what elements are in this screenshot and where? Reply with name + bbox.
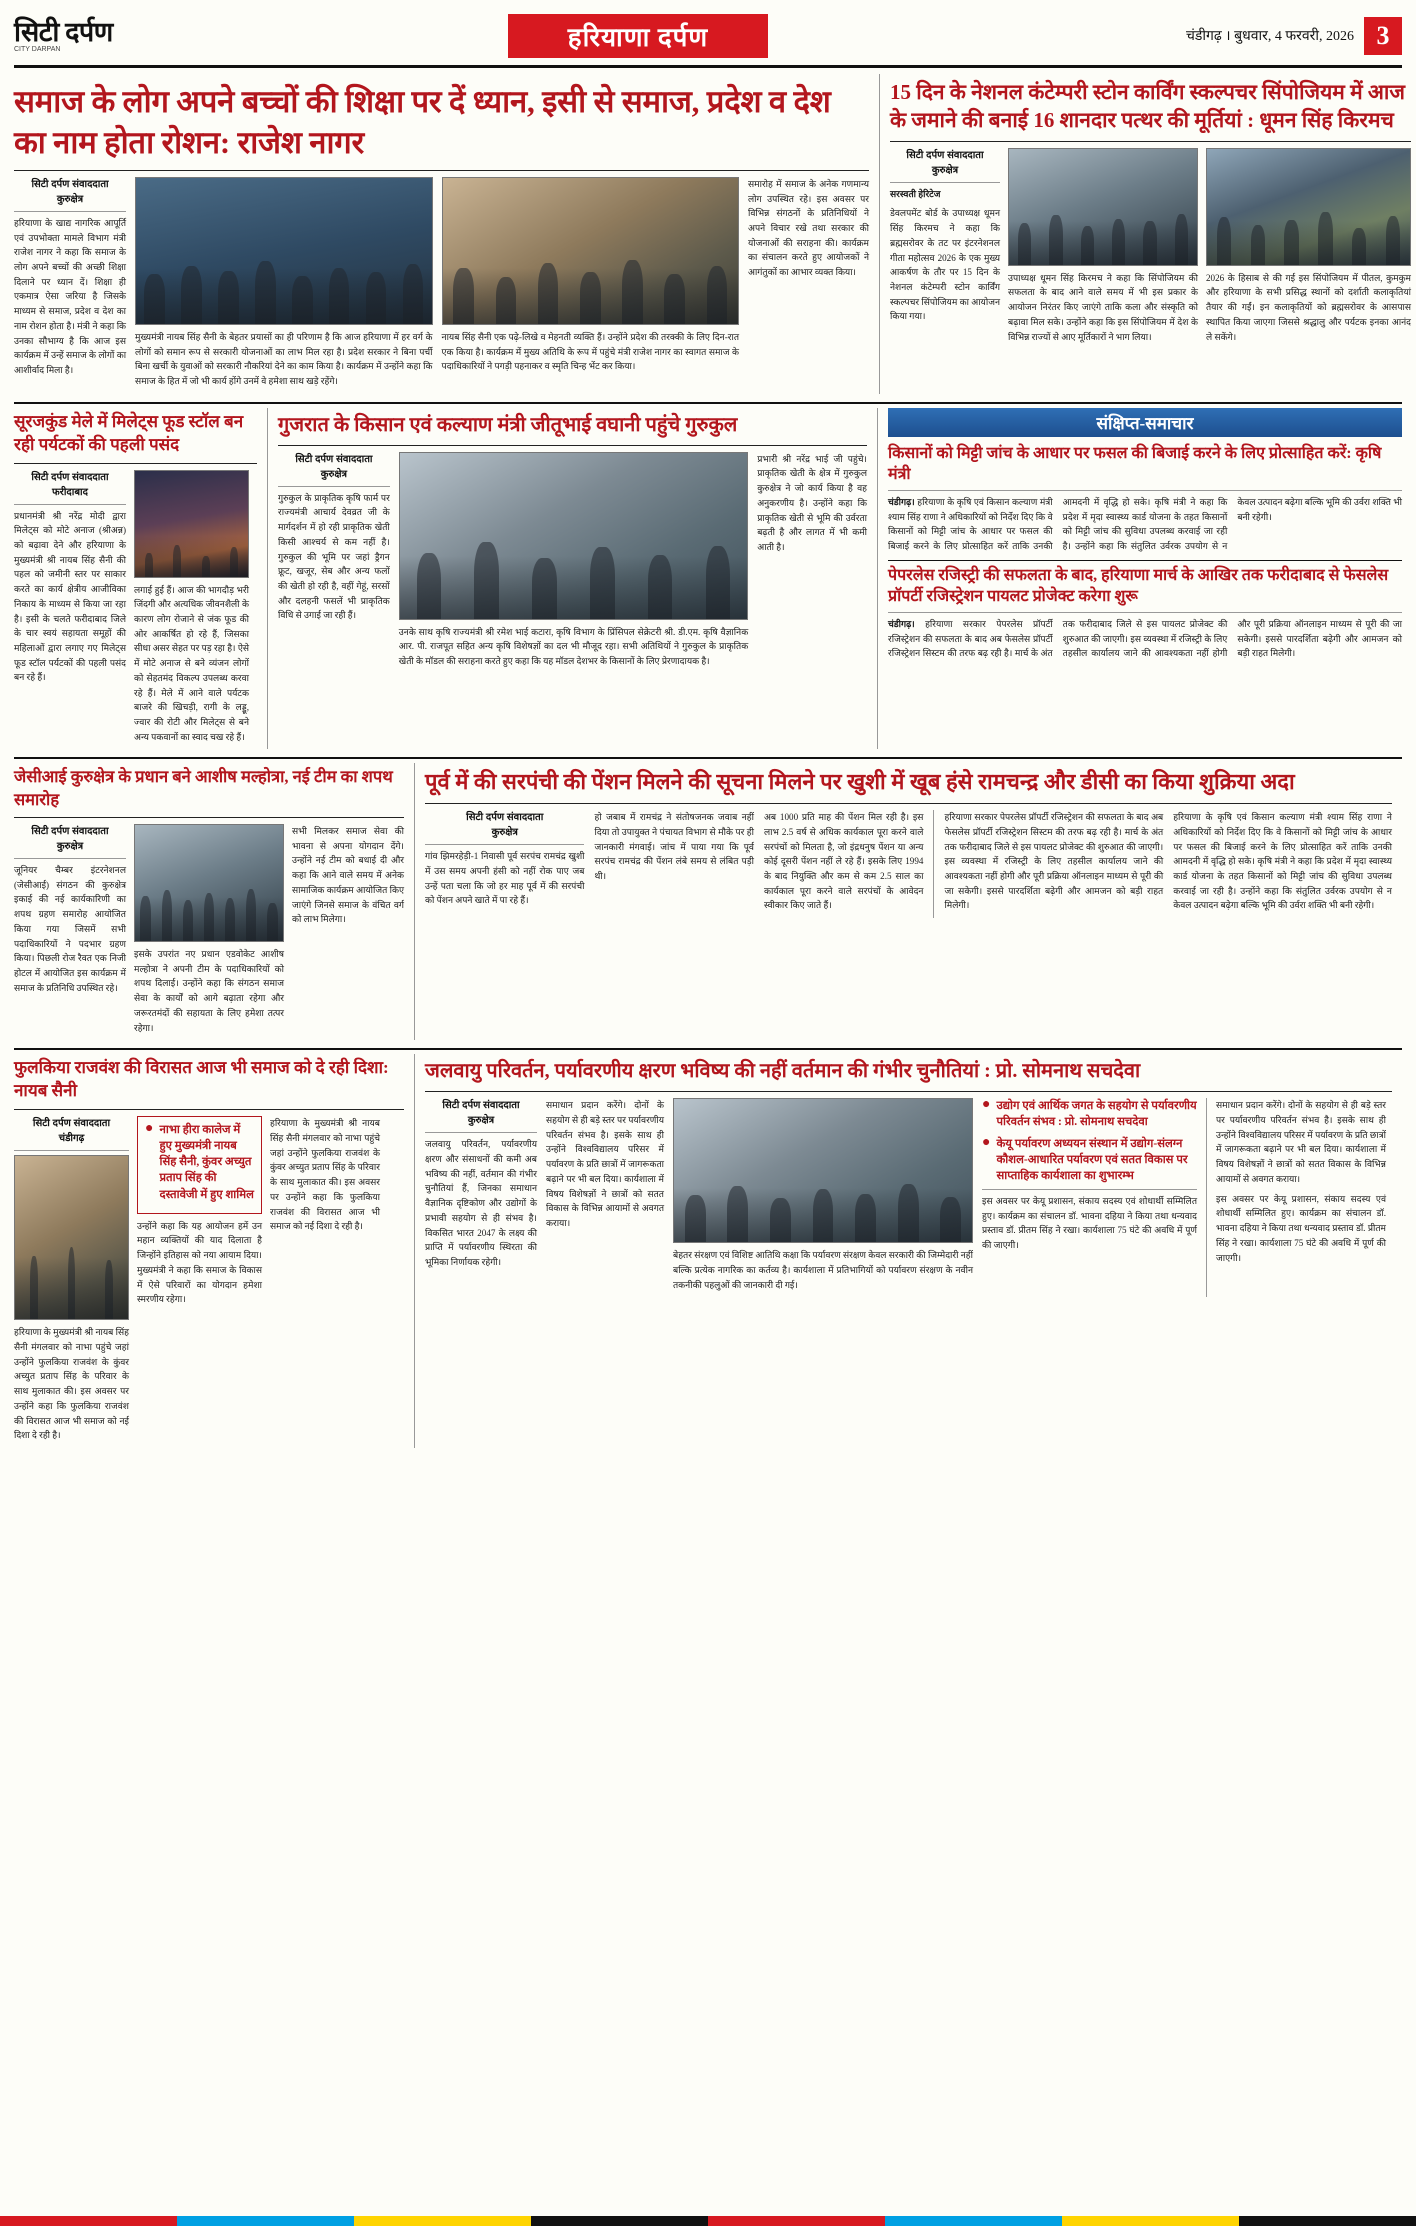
brief-1-body: चंडीगढ़। हरियाणा के कृषि एवं किसान कल्याण मंत्री श्याम सिंह राणा ने अधिकारियों को निर्देश दिए कि वे किसानों को मिट्टी जांच के आधार पर फसल की बिजाई करने के लिए प्रोत्साहित करें ताकि उनकी आमदनी में वृद्धि हो सके। कृषि मंत्री ने कहा कि प्रदेश में मृदा स्वास्थ्य कार्ड योजना के तहत किसानों को मिट्टी जांच की सुविधा उपलब्ध करवाई जा रही है। उन्होंने कहा कि संतुलित उर्वरक उपयोग से न केवल उत्पादन बढ़ेगा बल्कि भूमि की उर्वरा शक्ति भी बनी रहेगी। <box>888 496 1402 552</box>
masthead <box>14 10 1402 68</box>
stone-story <box>879 74 1411 394</box>
lead-col-2: मुख्यमंत्री नायब सिंह सैनी के बेहतर प्रयासों का ही परिणाम है कि आज हरियाणा में हर वर्ग के लोगों को समान रूप से सरकारी योजनाओं का लाभ मिल रहा है। प्रदेश सरकार ने बिना पर्ची बिना खर्ची के युवाओं को सरकारी नौकरियां देने का काम किया है। कार्यक्रम में उन्होंने कहा कि समाज के हित में जो भी कार्य होंगे उनमें वे हमेशा साथ खड़े रहेंगे। <box>135 331 433 386</box>
sarpanch-col-4: हरियाणा सरकार पेपरलेस प्रॉपर्टी रजिस्ट्रेशन की सफलता के बाद अब फेसलेस प्रॉपर्टी रजिस्ट्रेशन सिस्टम की तरफ बढ़ रही है। मार्च के अंत तक फरीदाबाद जिले से इस पायलट प्रोजेक्ट की शुरुआत की जाएगी। इस व्यवस्था में रजिस्ट्री के लिए तहसील कार्यालय जाने की आवश्यकता नहीं होगी और पूरी प्रक्रिया ऑनलाइन माध्यम से पूरी की जा सकेगी। इससे पारदर्शिता बढ़ेगी और आमजन को बड़ी राहत मिलेगी। हरियाणा के कृषि एवं किसान कल्याण मंत्री श्याम सिंह राणा ने अधिकारियों को निर्देश दिए कि वे किसानों को मिट्टी जांच के आधार पर फसल की बिजाई करने के लिए प्रोत्साहित करें ताकि उनकी आमदनी में वृद्धि हो सके। कृषि मंत्री ने कहा कि प्रदेश में मृदा स्वास्थ्य कार्ड योजना के तहत किसानों को मिट्टी जांच की सुविधा उपलब्ध करवाई जा रही है। उन्होंने कहा कि संतुलित उर्वरक उपयोग से न केवल उत्पादन बढ़ेगा बल्कि भूमि की उर्वरा शक्ति भी बनी रहेगी। <box>944 812 1392 911</box>
logo-subtitle: CITY DARPAN <box>14 45 61 53</box>
stone-col-1: सिटी दर्पण संवाददाता कुरुक्षेत्र सरस्वती हेरिटेज डेवलपमेंट बोर्ड के उपाध्यक्ष धूमन सिंह किरमच ने कहा कि ब्रह्मसरोवर के तट पर इंटरनेशनल गीता महोत्सव 2026 के एक मुख्य आकर्षण के तौर पर 15 दिन के नेशनल कंटेम्परी स्टोन कार्विंग स्कल्पचर सिंपोजियम का आयोजन किया गया। <box>890 149 1000 322</box>
bullet-dot-icon: ● <box>982 1134 991 1150</box>
stone-photo-col: उपाध्यक्ष धूमन सिंह किरमच ने कहा कि सिंपोजियम की सफलता के बाद आने वाले समय में भी इस प्रकार के आयोजन निरंतर किए जाएंगे ताकि कला और संस्कृति को बढ़ावा मिल सके। उन्होंने कहा कि इस सिंपोजियम में देश के विभिन्न राज्यों से आए मूर्तिकारों ने भाग लिया। <box>1008 148 1198 350</box>
sarpanch-col-2: हो जबाब में रामचंद्र ने संतोषजनक जवाब नहीं दिया तो उपायुक्त ने पंचायत विभाग से मौके पर ही जानकारी मंगवाई। जांच में पाया गया कि पूर्व सरपंच रामचंद्र की पेंशन लंबे समय से लंबित पड़ी थी। <box>594 812 754 882</box>
sarpanch-headline: पूर्व में की सरपंची की पेंशन मिलने की सूचना मिलने पर खुशी में खूब हंसे रामचन्द्र और डीसी का किया शुक्रिया अदा <box>425 769 1295 795</box>
jci-col-2: इसके उपरांत नए प्रधान एडवोकेट आशीष मल्होत्रा ने अपनी टीम के पदाधिकारियों को शपथ दिलाई। उन्होंने कहा कि संगठन समाज सेवा के कार्यों को आगे बढ़ाता रहेगा और जरूरतमंदों की सहायता के लिए हमेशा तत्पर रहेगा। <box>134 949 284 1033</box>
millets-col-2: लगाई हुई हैं। आज की भागदौड़ भरी जिंदगी और अत्यधिक जीवनशैली के कारण लोग रोजाने से जंक फूड की ओर आकर्षित हो रहे हैं, जिसका सीधा असर सेहत पर पड़ रहा है। ऐसे में मोटे अनाज से बने व्यंजन लोगों को सेहतमंद विकल्प उपलब्ध करवा रहे हैं। मेले में आने वाले पर्यटक बाजरे की खिचड़ी, रागी के लड्डू, ज्वार की रोटी और मिलेट्स से बने अन्य पकवानों का स्वाद चख रहे हैं। <box>134 584 249 742</box>
gujarat-photo <box>399 452 748 620</box>
phulkia-col-2: उन्होंने कहा कि यह आयोजन हमें उन महान व्यक्तियों की याद दिलाता है जिन्होंने इतिहास को नया आयाम दिया। मुख्यमंत्री ने कहा कि समाज के विकास में ऐसे परिवारों का योगदान हमेशा स्मरणीय रहेगा। <box>137 1220 262 1305</box>
gujarat-col-3: प्रभारी श्री नरेंद्र भाई जी पहुंचे। प्राकृतिक खेती के क्षेत्र में गुरुकुल कुरुक्षेत्र ने जो कार्य किया है वह अनुकरणीय है। उन्होंने कहा कि प्राकृतिक खेती से भूमि की उर्वरता बढ़ती है और लागत में भी कमी आती है। <box>757 453 867 552</box>
masthead-right <box>1072 17 1402 55</box>
climate-col-4: इस अवसर पर केयू प्रशासन, संकाय सदस्य एवं शोधार्थी सम्मिलित हुए। कार्यक्रम का संचालन डॉ. भावना दहिया ने किया तथा धन्यवाद प्रस्ताव डॉ. प्रीतम सिंह ने रखा। कार्यशाला 75 घंटे की अवधि में पूर्ण की जाएगी। <box>982 1195 1197 1250</box>
bullet-dot-icon: ● <box>982 1097 991 1113</box>
millets-byline: सिटी दर्पण संवाददाता फरीदाबाद <box>31 471 109 498</box>
stone-sub-byline: सरस्वती हेरिटेज <box>890 188 941 199</box>
stone-photo-1 <box>1008 148 1198 266</box>
gujarat-col-2: उनके साथ कृषि राज्यमंत्री श्री रमेश भाई कटारा, कृषि विभाग के प्रिंसिपल सेक्रेटरी श्री. डी.एम. कृषि वैज्ञानिक आर. पी. राजपूत सहित अन्य कृषि विशेषज्ञों का दल भी मौजूद रहा। सभी अतिथियों ने गुरुकुल के प्राकृतिक खेती के मॉडल की सराहना करते हुए कहा कि यह मॉडल देशभर के किसानों के लिए प्रेरणादायक है। <box>398 626 749 667</box>
section-band: हरियाणा दर्पण <box>508 14 768 58</box>
climate-bullets-col <box>982 1098 1197 1297</box>
phulkia-headline: फुलकिया राजवंश की विरासत आज भी समाज को दे रही दिशा: नायब सैनी <box>14 1058 389 1101</box>
phulkia-box <box>137 1116 262 1213</box>
phulkia-byline: सिटी दर्पण संवाददाता चंडीगढ़ <box>32 1118 111 1145</box>
climate-photo <box>673 1098 973 1243</box>
brief-section <box>877 408 1402 750</box>
stone-headline: 15 दिन के नेशनल कंटेम्परी स्टोन कार्विंग स्कल्पचर सिंपोजियम में आज के जमाने की बनाई 16 शानदार पत्थर की मूर्तियां : धूमन सिंह किरमच <box>890 80 1405 133</box>
jci-col-1: जूनियर चैम्बर इंटरनेशनल (जेसीआई) संगठन की कुरुक्षेत्र इकाई की नई कार्यकारिणी का शपथ ग्रहण समारोह आयोजित किया गया जिसमें सभी पदाधिकारियों ने पदभार ग्रहण किया। पिछली रोज रैवत एक निजी होटल में आयोजित इस कार्यक्रम में समाज के प्रतिनिधि उपस्थित रहे। <box>14 865 126 993</box>
stone-photo-2 <box>1206 148 1411 266</box>
sarpanch-byline: सिटी दर्पण संवाददाता कुरुक्षेत्र <box>466 812 544 839</box>
brief-1-headline: किसानों को मिट्टी जांच के आधार पर फसल की बिजाई करने के लिए प्रोत्साहित करें: कृषि मंत्री <box>888 444 1382 484</box>
lead-byline-col <box>14 177 126 394</box>
sarpanch-story <box>414 763 1392 1040</box>
jci-byline: सिटी दर्पण संवाददाता कुरुक्षेत्र <box>31 826 109 852</box>
sarpanch-extra-col <box>933 810 1392 918</box>
climate-col-2: समाधान प्रदान करेंगे। दोनों के सहयोग से ही बड़े स्तर पर पर्यावरणीय परिवर्तन संभव है। इसके साथ ही उन्होंने विश्वविद्यालय परिसर में पर्यावरण के प्रति छात्रों में जागरूकता बढ़ाने पर भी बल दिया। कार्यशाला में विषय विशेषज्ञों ने छात्रों को सतत विकास के विभिन्न आयामों से अवगत कराया। <box>546 1100 664 1229</box>
lead-photo-2 <box>442 177 739 325</box>
jci-photo <box>134 824 284 942</box>
lead-col-4: समारोह में समाज के अनेक गणमान्य लोग उपस्थित रहे। इस अवसर पर विभिन्न संगठनों के प्रतिनिधियों ने अपने विचार रखे तथा सरकार की योजनाओं की सराहना की। कार्यक्रम का संचालन करते हुए आयोजकों ने आगंतुकों का आभार व्यक्त किया। <box>748 178 869 278</box>
logo-title: सिटी दर्पण <box>14 16 113 47</box>
lead-photo-col <box>135 177 432 394</box>
lead-col-3: नायब सिंह सैनी एक पढ़े-लिखे व मेहनती व्यक्ति हैं। उन्होंने प्रदेश की तरक्की के लिए दिन-रात एक किया है। कार्यक्रम में मुख्य अतिथि के रूप में पहुंचे मंत्री राजेश नागर का स्वागत समाज के पदाधिकारियों ने पगड़ी पहनाकर व स्मृति चिन्ह भेंट कर किया। <box>441 331 740 372</box>
climate-headline: जलवायु परिवर्तन, पर्यावरणीय क्षरण भविष्य की नहीं वर्तमान की गंभीर चुनौतियां : प्रो. सोमनाथ सचदेवा <box>425 1060 1141 1083</box>
publication-logo <box>14 16 204 53</box>
lead-photo-col-2 <box>442 177 739 394</box>
phulkia-story <box>14 1054 404 1448</box>
phulkia-col-1: हरियाणा के मुख्यमंत्री श्री नायब सिंह सैनी मंगलवार को नाभा पहुंचे जहां उन्होंने फुलकिया राजवंश के कुंवर अच्युत प्रताप सिंह के परिवार के साथ मुलाकात की। इस अवसर पर उन्होंने कहा कि फुलकिया राजवंश की विरासत आज भी समाज को नई दिशा दे रही है। <box>14 1327 129 1441</box>
brief-section-bar: संक्षिप्त-समाचार <box>888 408 1402 437</box>
climate-bullet-1: उद्योग एवं आर्थिक जगत के सहयोग से पर्यावरणीय परिवर्तन संभव : प्रो. सोमनाथ सचदेवा <box>996 1100 1197 1129</box>
millets-photo <box>134 470 249 578</box>
lead-col-4-wrap <box>748 177 869 394</box>
gujarat-byline: सिटी दर्पण संवाददाता कुरुक्षेत्र <box>295 453 373 480</box>
lead-col-1: हरियाणा के खाद्य नागरिक आपूर्ति एवं उपभोक्ता मामले विभाग मंत्री राजेश नागर ने कहा कि समाज के लोग अपने बच्चों की अच्छी शिक्षा दिलाने पर ध्यान दें। शिक्षा ही एकमात्र ऐसा जरिया है जिसके माध्यम से समाज, प्रदेश व देश का नाम रोशन होता है। मंत्री ने कहा कि उनका सौभाग्य है कि आज इस कार्यक्रम में उन्हें समाज के लोगों का आशीर्वाद मिला है। <box>14 217 127 375</box>
millets-col-1: प्रधानमंत्री श्री नरेंद्र मोदी द्वारा मिलेट्स को मोटे अनाज (श्रीअन्न) को बढ़ावा देने और हरियाणा के मुख्यमंत्री श्री नायब सिंह सैनी की पहल को जमीनी स्तर पर साकार करते का कार्य क्षेत्रीय आजीविका निकाय के माध्यम से किया जा रहा है। इसी के चलते फरीदाबाद जिले के चार स्वयं सहायता समूहों की महिलाओं द्वारा लगाए गए मिलेट्स फूड स्टॉल पर्यटकों की पहली पसंद बन रहे हैं। <box>14 510 126 683</box>
climate-byline: सिटी दर्पण संवाददाता कुरुक्षेत्र <box>442 1100 520 1127</box>
lead-headline: समाज के लोग अपने बच्चों की शिक्षा पर दें ध्यान, इसी से समाज, प्रदेश व देश का नाम होता रोशन: राजेश नागर <box>14 84 831 160</box>
lead-photo <box>135 177 432 325</box>
phulkia-box-head: नाभा हीरा कालेज में हुए मुख्यमंत्री नायब सिंह सैनी, कुंवर अच्युत प्रताप सिंह की दस्तावेजी में हुए शामिल <box>159 1124 254 1201</box>
bullet-dot-icon: ● <box>145 1121 154 1137</box>
page-number: 3 <box>1364 17 1402 55</box>
jci-col-3: सभी मिलकर समाज सेवा की भावना से अपना योगदान देंगे। उन्होंने नई टीम को बधाई दी और कहा कि आने वाले समय में अनेक सामाजिक कार्यक्रम आयोजित किए जाएंगे जिनसे समाज के वंचित वर्ग को लाभ मिलेगा। <box>292 826 404 925</box>
stone-byline: सिटी दर्पण संवाददाता कुरुक्षेत्र <box>906 149 984 176</box>
climate-story <box>414 1054 1392 1448</box>
climate-col-1: जलवायु परिवर्तन, पर्यावरणीय क्षरण और संसाधनों की कमी अब भविष्य की नहीं, वर्तमान की गंभीर चुनौतियां हैं, जिनका समाधान वैज्ञानिक दृष्टिकोण और उद्योगों के प्रभावी सहयोग से ही संभव है। विकसित भारत 2047 के लक्ष्य की प्राप्ति में पर्यावरणीय स्थिरता की भूमिका निर्णायक रहेगी। <box>425 1139 537 1268</box>
gujarat-col-1: गुरुकुल के प्राकृतिक कृषि फार्म पर राज्यमंत्री आचार्य देवव्रत जी के मार्गदर्शन में हो रही प्राकृतिक खेती किसी आश्चर्य से कम नहीं है। गुरुकुल की भूमि पर जहां ड्रैगन फ्रूट, खजूर, सेब और अन्य फलों की खेती हो रही है, वहीं गेहूं, सरसों और दलहनी फसलें भी प्राकृतिक विधि से उगाई जा रही हैं। <box>278 492 390 621</box>
phulkia-photo <box>14 1155 129 1320</box>
section-band-wrap <box>204 14 1072 58</box>
stone-photo-col-2: 2026 के हिसाब से की गई इस सिंपोजियम में पीतल, कुमकुम और हरियाणा के सभी प्रसिद्ध स्थानों को दर्शाती कलाकृतियां तैयार की गईं। इन कलाकृतियों को ब्रह्मसरोवर के आसपास स्थापित किया जाएगा जिससे श्रद्धालु और पर्यटक इनका आनंद ले सकेंगे। <box>1206 148 1411 350</box>
millets-story <box>14 408 257 750</box>
brief-2-body: चंडीगढ़। हरियाणा सरकार पेपरलेस प्रॉपर्टी रजिस्ट्रेशन की सफलता के बाद अब फेसलेस प्रॉपर्टी रजिस्ट्रेशन सिस्टम की तरफ बढ़ रही है। मार्च के अंत तक फरीदाबाद जिले से इस पायलट प्रोजेक्ट की शुरुआत की जाएगी। इस व्यवस्था में रजिस्ट्री के लिए तहसील कार्यालय जाने की आवश्यकता नहीं होगी और पूरी प्रक्रिया ऑनलाइन माध्यम से पूरी की जा सकेगी। इससे पारदर्शिता बढ़ेगी और आमजन को बड़ी राहत मिलेगी। <box>888 618 1402 659</box>
brief-2-headline: पेपरलेस रजिस्ट्री की सफलता के बाद, हरियाणा मार्च के आखिर तक फरीदाबाद से फेसलेस प्रॉपर्टी रजिस्ट्रेशन पायलट प्रोजेक्ट करेगा शुरू <box>888 566 1389 606</box>
dateline: चंडीगढ़ । बुधवार, 4 फरवरी, 2026 <box>1186 29 1354 44</box>
sarpanch-col-3: अब 1000 प्रति माह की पेंशन मिल रही है। इस लाभ 2.5 वर्ष से अधिक कार्यकाल पूरा करने वाले सरपंचों को मिलता है, जो इंद्रधनुष पेंशन या अन्य कोई दूसरी पेंशन नहीं ले रहे हैं। इसके लिए 1994 के बाद नियुक्ति और कम से कम 2.5 साल का कार्यकाल पूरा करने वाले सरपंचों के आवेदन स्वीकार किए जाते हैं। <box>763 812 924 911</box>
sarpanch-col-1: गांव झिमरहेड़ी-1 निवासी पूर्व सरपंच रामचंद्र खुशी में उस समय अपनी हंसी को नहीं रोक पाए जब उन्हें पता चला कि जो हर माह पूर्व में की सरपंची को पेंशन अपने खाते में पा रहे हैं। <box>425 851 585 906</box>
climate-col-5: समाधान प्रदान करेंगे। दोनों के सहयोग से ही बड़े स्तर पर पर्यावरणीय परिवर्तन संभव है। इसके साथ ही उन्होंने विश्वविद्यालय परिसर में पर्यावरण के प्रति छात्रों में जागरूकता बढ़ाने पर भी बल दिया। कार्यशाला में विषय विशेषज्ञों ने छात्रों को सतत विकास के विभिन्न आयामों से अवगत कराया। इस अवसर पर केयू प्रशासन, संकाय सदस्य एवं शोधार्थी सम्मिलित हुए। कार्यक्रम का संचालन डॉ. भावना दहिया ने किया तथा धन्यवाद प्रस्ताव डॉ. प्रीतम सिंह ने रखा। कार्यशाला 75 घंटे की अवधि में पूर्ण की जाएगी। <box>1216 1100 1386 1263</box>
jci-story <box>14 763 404 1040</box>
phulkia-col-3: हरियाणा के मुख्यमंत्री श्री नायब सिंह सैनी मंगलवार को नाभा पहुंचे जहां उन्होंने फुलकिया राजवंश के कुंवर अच्युत प्रताप सिंह के परिवार के साथ मुलाकात की। इस अवसर पर उन्होंने कहा कि फुलकिया राजवंश की विरासत आज भी समाज को नई दिशा दे रही है। <box>270 1118 380 1232</box>
color-registration-strip <box>0 2216 1416 2226</box>
gujarat-headline: गुजरात के किसान एवं कल्याण मंत्री जीतूभाई वघानी पहुंचे गुरुकुल <box>278 413 738 436</box>
lead-story <box>14 74 869 394</box>
gujarat-story <box>267 408 867 750</box>
jci-headline: जेसीआई कुरुक्षेत्र के प्रधान बने आशीष मल्होत्रा, नई टीम का शपथ समारोह <box>14 767 393 809</box>
millets-headline: सूरजकुंड मेले में मिलेट्स फूड स्टॉल बन रही पर्यटकों की पहली पसंद <box>14 411 244 454</box>
climate-col-3: बेहतर संरक्षण एवं विशिष्ट आतिथि कक्षा कि पर्यावरण संरक्षण केवल सरकारी की जिम्मेदारी नहीं बल्कि प्रत्येक नागरिक का कर्तव्य है। कार्यशाला में प्रतिभागियों को पर्यावरण संरक्षण के नवीन तकनीकी पहलुओं की जानकारी दी गई। <box>673 1250 973 1290</box>
lead-byline: सिटी दर्पण संवाददाता कुरुक्षेत्र <box>31 178 109 205</box>
climate-bullet-2: केयू पर्यावरण अध्ययन संस्थान में उद्योग-संलग्न कौशल-आधारित पर्यावरण एवं सतत विकास पर साप्ताहिक कार्यशाला का शुभारम्भ <box>996 1137 1188 1182</box>
